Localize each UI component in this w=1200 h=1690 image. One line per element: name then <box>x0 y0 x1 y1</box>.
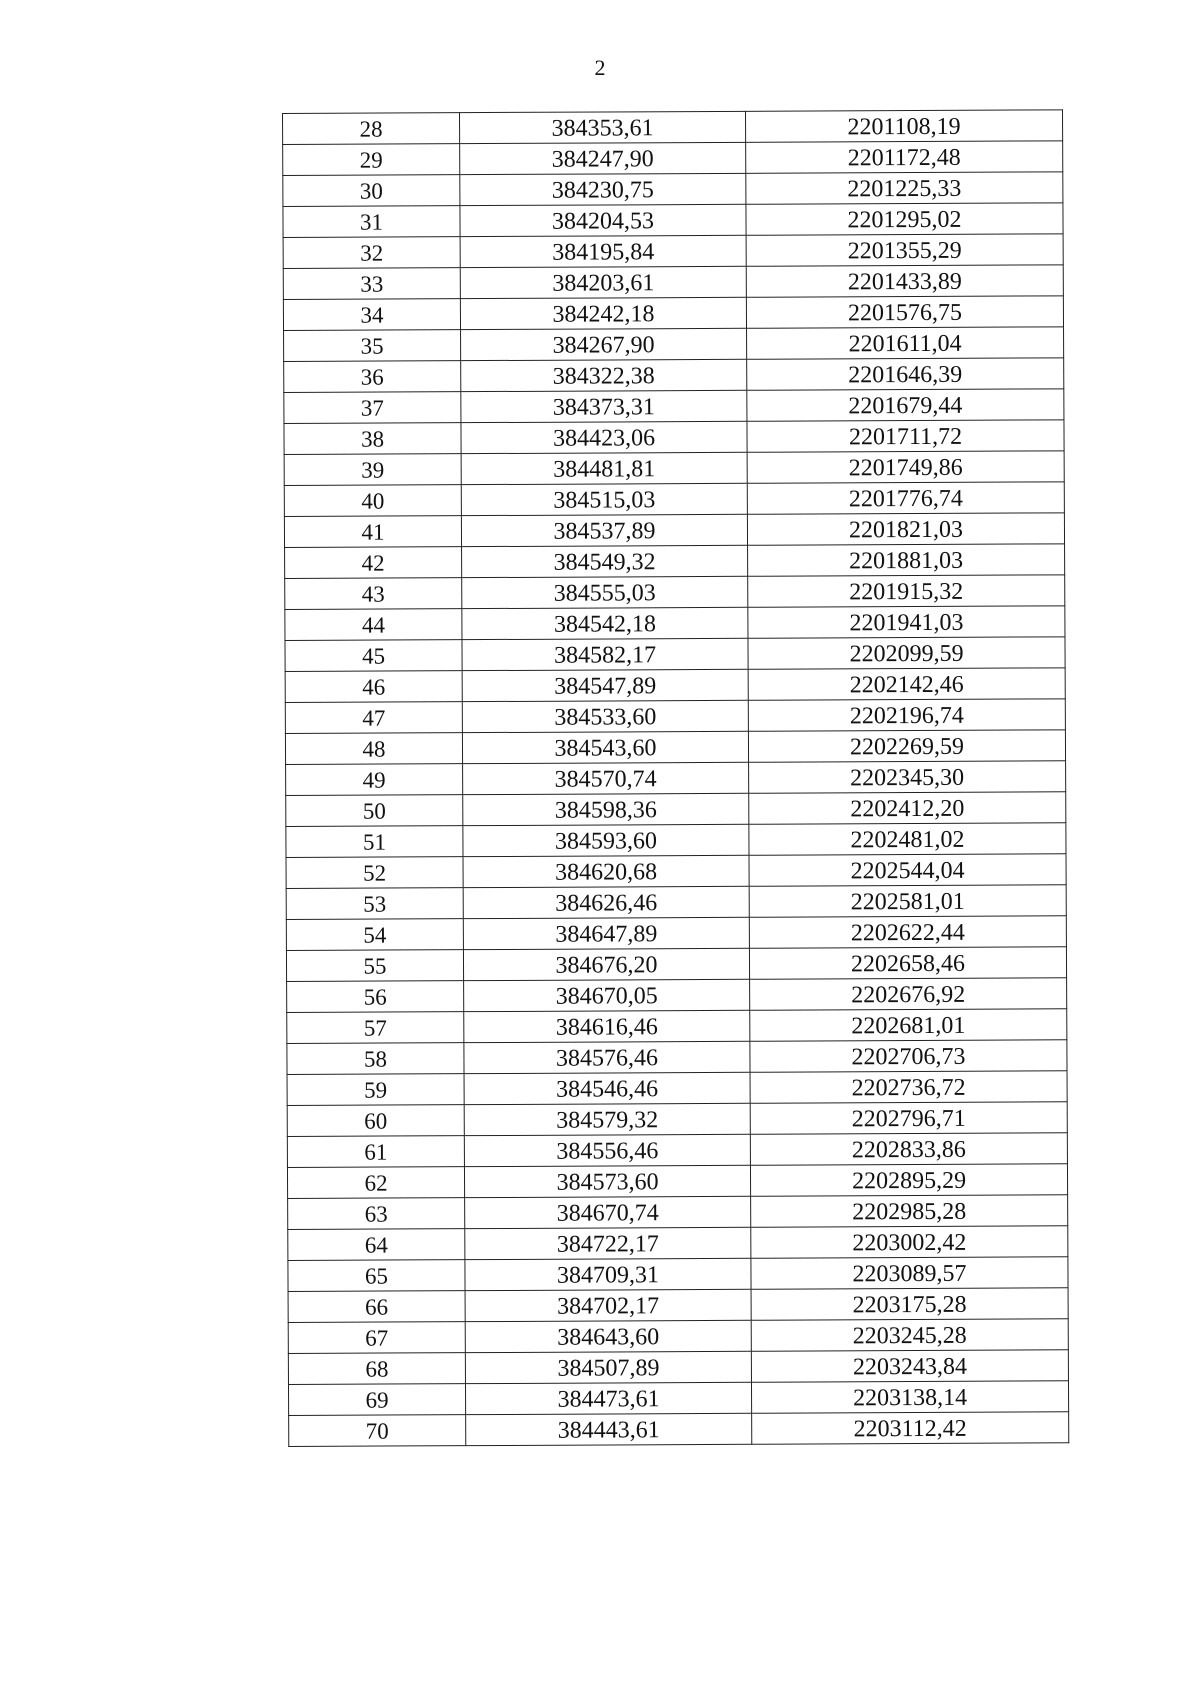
point-number-cell: 57 <box>287 1012 464 1044</box>
point-number-cell: 48 <box>285 733 462 765</box>
point-number-cell: 28 <box>283 113 460 145</box>
point-number-cell: 65 <box>288 1260 465 1292</box>
x-coordinate-cell: 384515,03 <box>461 483 747 515</box>
y-coordinate-cell: 2201295,02 <box>746 203 1063 235</box>
point-number-cell: 29 <box>283 144 460 176</box>
x-coordinate-cell: 384322,38 <box>461 359 747 391</box>
x-coordinate-cell: 384573,60 <box>464 1165 750 1197</box>
point-number-cell: 44 <box>285 609 462 641</box>
x-coordinate-cell: 384533,60 <box>462 700 748 732</box>
table-row <box>287 1133 1067 1168</box>
point-number-cell: 69 <box>288 1384 465 1416</box>
y-coordinate-cell: 2201576,75 <box>746 296 1063 328</box>
y-coordinate-cell: 2203112,42 <box>752 1412 1069 1444</box>
point-number-cell: 63 <box>288 1198 465 1230</box>
point-number-cell: 45 <box>285 640 462 672</box>
y-coordinate-cell: 2201108,19 <box>745 110 1062 142</box>
point-number-cell: 61 <box>287 1136 464 1168</box>
y-coordinate-cell: 2201915,32 <box>748 575 1065 607</box>
point-number-cell: 59 <box>287 1074 464 1106</box>
y-coordinate-cell: 2202833,86 <box>750 1133 1067 1165</box>
point-number-cell: 37 <box>284 392 461 424</box>
y-coordinate-cell: 2202412,20 <box>749 792 1066 824</box>
table-row <box>284 513 1064 548</box>
table-row <box>286 792 1066 827</box>
x-coordinate-cell: 384598,36 <box>463 793 749 825</box>
x-coordinate-cell: 384556,46 <box>464 1134 750 1166</box>
y-coordinate-cell: 2201646,39 <box>747 358 1064 390</box>
table-row <box>283 296 1063 331</box>
point-number-cell: 35 <box>284 330 461 362</box>
table-row <box>284 420 1064 455</box>
x-coordinate-cell: 384547,89 <box>462 669 748 701</box>
y-coordinate-cell: 2201225,33 <box>746 172 1063 204</box>
x-coordinate-cell: 384543,60 <box>462 731 748 763</box>
point-number-cell: 52 <box>286 857 463 889</box>
point-number-cell: 62 <box>287 1167 464 1199</box>
y-coordinate-cell: 2202099,59 <box>748 637 1065 669</box>
y-coordinate-cell: 2201711,72 <box>747 420 1064 452</box>
table-row <box>283 265 1063 300</box>
table-row <box>285 575 1065 610</box>
table-row <box>288 1381 1068 1416</box>
table-row <box>285 606 1065 641</box>
table-row <box>285 699 1065 734</box>
table-row <box>283 203 1063 238</box>
table-row <box>286 854 1066 889</box>
table-row <box>283 141 1063 176</box>
x-coordinate-cell: 384555,03 <box>462 576 748 608</box>
point-number-cell: 47 <box>285 702 462 734</box>
x-coordinate-cell: 384670,05 <box>464 979 750 1011</box>
point-number-cell: 51 <box>286 826 463 858</box>
y-coordinate-cell: 2203175,28 <box>751 1288 1068 1320</box>
y-coordinate-cell: 2203138,14 <box>751 1381 1068 1413</box>
point-number-cell: 38 <box>284 423 461 455</box>
y-coordinate-cell: 2202622,44 <box>749 916 1066 948</box>
y-coordinate-cell: 2201172,48 <box>746 141 1063 173</box>
coordinates-table <box>282 109 1069 1447</box>
y-coordinate-cell: 2202706,73 <box>750 1040 1067 1072</box>
y-coordinate-cell: 2201881,03 <box>748 544 1065 576</box>
table-row <box>285 730 1065 765</box>
point-number-cell: 53 <box>286 888 463 920</box>
table-row <box>288 1257 1068 1292</box>
x-coordinate-cell: 384242,18 <box>460 297 746 329</box>
table-row <box>286 885 1066 920</box>
point-number-cell: 46 <box>285 671 462 703</box>
x-coordinate-cell: 384576,46 <box>464 1041 750 1073</box>
x-coordinate-cell: 384616,46 <box>464 1010 750 1042</box>
x-coordinate-cell: 384582,17 <box>462 638 748 670</box>
y-coordinate-cell: 2202544,04 <box>749 854 1066 886</box>
y-coordinate-cell: 2201679,44 <box>747 389 1064 421</box>
point-number-cell: 43 <box>285 578 462 610</box>
point-number-cell: 54 <box>286 919 463 951</box>
table-row <box>284 327 1064 362</box>
y-coordinate-cell: 2202581,01 <box>749 885 1066 917</box>
point-number-cell: 50 <box>286 795 463 827</box>
y-coordinate-cell: 2202895,29 <box>750 1164 1067 1196</box>
table-row <box>286 947 1066 982</box>
table-row <box>283 234 1063 269</box>
x-coordinate-cell: 384203,61 <box>460 266 746 298</box>
x-coordinate-cell: 384626,46 <box>463 886 749 918</box>
point-number-cell: 33 <box>283 268 460 300</box>
x-coordinate-cell: 384230,75 <box>460 173 746 205</box>
x-coordinate-cell: 384709,31 <box>465 1258 751 1290</box>
point-number-cell: 32 <box>283 237 460 269</box>
table-row <box>284 389 1064 424</box>
table-row <box>284 358 1064 393</box>
x-coordinate-cell: 384267,90 <box>461 328 747 360</box>
x-coordinate-cell: 384542,18 <box>462 607 748 639</box>
x-coordinate-cell: 384247,90 <box>460 142 746 174</box>
table-row <box>286 761 1066 796</box>
x-coordinate-cell: 384195,84 <box>460 235 746 267</box>
x-coordinate-cell: 384546,46 <box>464 1072 750 1104</box>
point-number-cell: 39 <box>284 454 461 486</box>
y-coordinate-cell: 2201433,89 <box>746 265 1063 297</box>
table-row <box>283 110 1063 145</box>
y-coordinate-cell: 2203243,84 <box>751 1350 1068 1382</box>
x-coordinate-cell: 384423,06 <box>461 421 747 453</box>
point-number-cell: 42 <box>285 547 462 579</box>
table-row <box>283 172 1063 207</box>
x-coordinate-cell: 384443,61 <box>466 1413 752 1445</box>
x-coordinate-cell: 384702,17 <box>465 1289 751 1321</box>
table-row <box>284 482 1064 517</box>
point-number-cell: 68 <box>288 1353 465 1385</box>
coordinates-table-body <box>283 110 1069 1447</box>
table-row <box>287 1071 1067 1106</box>
point-number-cell: 67 <box>288 1322 465 1354</box>
table-row <box>287 1009 1067 1044</box>
table-row <box>289 1412 1069 1447</box>
y-coordinate-cell: 2202681,01 <box>750 1009 1067 1041</box>
y-coordinate-cell: 2201776,74 <box>747 482 1064 514</box>
table-row <box>287 1040 1067 1075</box>
y-coordinate-cell: 2202345,30 <box>749 761 1066 793</box>
table-row <box>287 1102 1067 1137</box>
x-coordinate-cell: 384579,32 <box>464 1103 750 1135</box>
y-coordinate-cell: 2202269,59 <box>748 730 1065 762</box>
y-coordinate-cell: 2202481,02 <box>749 823 1066 855</box>
x-coordinate-cell: 384473,61 <box>465 1382 751 1414</box>
point-number-cell: 36 <box>284 361 461 393</box>
x-coordinate-cell: 384204,53 <box>460 204 746 236</box>
y-coordinate-cell: 2201749,86 <box>747 451 1064 483</box>
table-row <box>288 1350 1068 1385</box>
point-number-cell: 40 <box>284 485 461 517</box>
table-row <box>288 1195 1068 1230</box>
y-coordinate-cell: 2201941,03 <box>748 606 1065 638</box>
point-number-cell: 49 <box>286 764 463 796</box>
table-row <box>286 916 1066 951</box>
table-row <box>287 1164 1067 1199</box>
table-row <box>285 544 1065 579</box>
point-number-cell: 41 <box>284 516 461 548</box>
y-coordinate-cell: 2202676,92 <box>750 978 1067 1010</box>
table-row <box>284 451 1064 486</box>
x-coordinate-cell: 384373,31 <box>461 390 747 422</box>
point-number-cell: 70 <box>289 1415 466 1447</box>
x-coordinate-cell: 384620,68 <box>463 855 749 887</box>
x-coordinate-cell: 384647,89 <box>463 917 749 949</box>
table-row <box>286 823 1066 858</box>
table-row <box>285 637 1065 672</box>
point-number-cell: 31 <box>283 206 460 238</box>
x-coordinate-cell: 384549,32 <box>462 545 748 577</box>
y-coordinate-cell: 2203089,57 <box>751 1257 1068 1289</box>
point-number-cell: 60 <box>287 1105 464 1137</box>
point-number-cell: 66 <box>288 1291 465 1323</box>
point-number-cell: 64 <box>288 1229 465 1261</box>
point-number-cell: 55 <box>286 950 463 982</box>
y-coordinate-cell: 2203245,28 <box>751 1319 1068 1351</box>
point-number-cell: 30 <box>283 175 460 207</box>
x-coordinate-cell: 384537,89 <box>461 514 747 546</box>
x-coordinate-cell: 384593,60 <box>463 824 749 856</box>
point-number-cell: 58 <box>287 1043 464 1075</box>
x-coordinate-cell: 384676,20 <box>463 948 749 980</box>
y-coordinate-cell: 2201821,03 <box>747 513 1064 545</box>
table-row <box>288 1288 1068 1323</box>
y-coordinate-cell: 2202736,72 <box>750 1071 1067 1103</box>
y-coordinate-cell: 2201611,04 <box>747 327 1064 359</box>
y-coordinate-cell: 2202658,46 <box>749 947 1066 979</box>
x-coordinate-cell: 384722,17 <box>465 1227 751 1259</box>
y-coordinate-cell: 2201355,29 <box>746 234 1063 266</box>
x-coordinate-cell: 384507,89 <box>465 1351 751 1383</box>
table-row <box>288 1319 1068 1354</box>
point-number-cell: 34 <box>283 299 460 331</box>
point-number-cell: 56 <box>287 981 464 1013</box>
x-coordinate-cell: 384570,74 <box>463 762 749 794</box>
x-coordinate-cell: 384670,74 <box>465 1196 751 1228</box>
table-row <box>287 978 1067 1013</box>
table-row <box>288 1226 1068 1261</box>
y-coordinate-cell: 2202196,74 <box>748 699 1065 731</box>
x-coordinate-cell: 384643,60 <box>465 1320 751 1352</box>
y-coordinate-cell: 2202142,46 <box>748 668 1065 700</box>
page-number: 2 <box>594 55 606 80</box>
x-coordinate-cell: 384353,61 <box>460 111 746 143</box>
y-coordinate-cell: 2203002,42 <box>751 1226 1068 1258</box>
x-coordinate-cell: 384481,81 <box>461 452 747 484</box>
y-coordinate-cell: 2202985,28 <box>751 1195 1068 1227</box>
y-coordinate-cell: 2202796,71 <box>750 1102 1067 1134</box>
table-row <box>285 668 1065 703</box>
